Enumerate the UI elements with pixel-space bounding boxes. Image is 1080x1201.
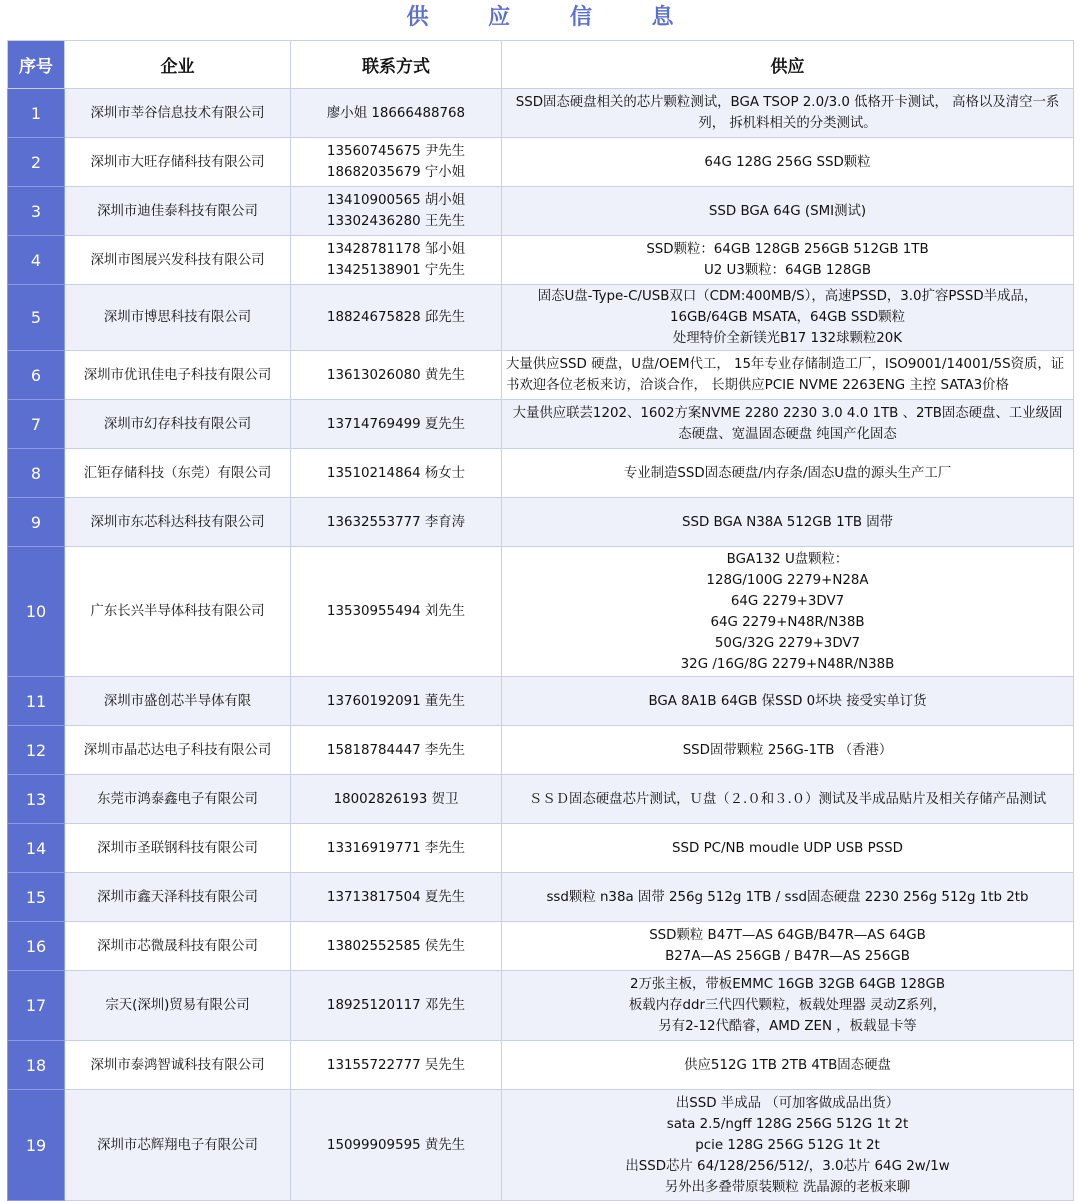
row-contact: 13713817504 夏先生 bbox=[291, 873, 502, 922]
table-row bbox=[8, 236, 1074, 285]
row-seq: 5 bbox=[8, 285, 65, 351]
row-supply: 供应512G 1TB 2TB 4TB固态硬盘 bbox=[502, 1041, 1074, 1090]
header-supply: 供应 bbox=[502, 41, 1074, 89]
row-contact: 13560745675 尹先生 18682035679 宁小姐 bbox=[291, 138, 502, 187]
row-company: 深圳市优讯佳电子科技有限公司 bbox=[65, 351, 291, 400]
row-seq: 19 bbox=[8, 1090, 65, 1201]
row-contact: 13530955494 刘先生 bbox=[291, 547, 502, 677]
header-company: 企业 bbox=[65, 41, 291, 89]
row-contact: 13760192091 董先生 bbox=[291, 677, 502, 726]
row-supply: 固态U盘-Type-C/USB双口（CDM:400MB/S），高速PSSD，3.0扩容PSSD半成品， 16GB/64GB MSATA，64GB SSD颗粒 处理特价全新镁光B17 132球颗粒20K bbox=[502, 285, 1074, 351]
row-company: 深圳市幻存科技有限公司 bbox=[65, 400, 291, 449]
table-header-row bbox=[8, 41, 1074, 89]
row-company: 深圳市芯微晟科技有限公司 bbox=[65, 922, 291, 971]
row-seq: 12 bbox=[8, 726, 65, 775]
row-company: 深圳市芯辉翔电子有限公司 bbox=[65, 1090, 291, 1201]
row-seq: 9 bbox=[8, 498, 65, 547]
row-contact: 13714769499 夏先生 bbox=[291, 400, 502, 449]
row-seq: 4 bbox=[8, 236, 65, 285]
page-title: 供 应 信 息 bbox=[406, 5, 700, 30]
row-company: 深圳市鑫天泽科技有限公司 bbox=[65, 873, 291, 922]
row-supply: SSD固带颗粒 256G-1TB （香港） bbox=[502, 726, 1074, 775]
row-seq: 2 bbox=[8, 138, 65, 187]
row-seq: 1 bbox=[8, 89, 65, 138]
row-contact: 15099909595 黄先生 bbox=[291, 1090, 502, 1201]
row-company: 深圳市莘谷信息技术有限公司 bbox=[65, 89, 291, 138]
table-row bbox=[8, 677, 1074, 726]
table-row bbox=[8, 824, 1074, 873]
row-supply: 大量供应联芸1202、1602方案NVME 2280 2230 3.0 4.0 1TB 、2TB固态硬盘、工业级固态硬盘、宽温固态硬盘 纯国产化固态 bbox=[502, 400, 1074, 449]
row-supply: SSD颗粒 B47T—AS 64GB/B47R—AS 64GB B27A—AS 256GB / B47R—AS 256GB bbox=[502, 922, 1074, 971]
row-company: 深圳市圣联钢科技有限公司 bbox=[65, 824, 291, 873]
row-seq: 6 bbox=[8, 351, 65, 400]
table-row bbox=[8, 726, 1074, 775]
row-company: 深圳市迪佳泰科技有限公司 bbox=[65, 187, 291, 236]
row-supply: 出SSD 半成品 （可加客做成品出货） sata 2.5/ngff 128G 256G 512G 1t 2t pcie 128G 256G 512G 1t 2t 出SSD芯片 64/128/256/512/，3.0芯片 64G 2w/1w 另外出多叠带原装颗粒 洗晶源的老板来聊 bbox=[502, 1090, 1074, 1201]
row-company: 东莞市鸿泰鑫电子有限公司 bbox=[65, 775, 291, 824]
header-seq: 序号 bbox=[8, 41, 65, 89]
table-row bbox=[8, 351, 1074, 400]
row-company: 深圳市盛创芯半导体有限 bbox=[65, 677, 291, 726]
row-contact: 18925120117 邓先生 bbox=[291, 971, 502, 1041]
row-seq: 3 bbox=[8, 187, 65, 236]
row-contact: 18824675828 邱先生 bbox=[291, 285, 502, 351]
row-company: 广东长兴半导体科技有限公司 bbox=[65, 547, 291, 677]
row-seq: 17 bbox=[8, 971, 65, 1041]
table-row bbox=[8, 187, 1074, 236]
row-supply: SSD固态硬盘相关的芯片颗粒测试，BGA TSOP 2.0/3.0 低格开卡测试， 高格以及清空一系列， 拆机料相关的分类测试。 bbox=[502, 89, 1074, 138]
row-supply: BGA 8A1B 64GB 保SSD 0坏块 接受实单订货 bbox=[502, 677, 1074, 726]
row-supply: ＳＳＤ固态硬盘芯片测试，Ｕ盘（２.０和３.０）测试及半成品贴片及相关存储产品测试 bbox=[502, 775, 1074, 824]
row-supply: 64G 128G 256G SSD颗粒 bbox=[502, 138, 1074, 187]
row-seq: 14 bbox=[8, 824, 65, 873]
table-row bbox=[8, 873, 1074, 922]
row-seq: 18 bbox=[8, 1041, 65, 1090]
row-contact: 13802552585 侯先生 bbox=[291, 922, 502, 971]
row-company: 深圳市晶芯达电子科技有限公司 bbox=[65, 726, 291, 775]
row-company: 深圳市东芯科达科技有限公司 bbox=[65, 498, 291, 547]
row-contact: 15818784447 李先生 bbox=[291, 726, 502, 775]
row-contact: 13410900565 胡小姐 13302436280 王先生 bbox=[291, 187, 502, 236]
row-seq: 15 bbox=[8, 873, 65, 922]
row-seq: 8 bbox=[8, 449, 65, 498]
row-seq: 10 bbox=[8, 547, 65, 677]
row-contact: 13632553777 李育涛 bbox=[291, 498, 502, 547]
row-supply: SSD PC/NB moudle UDP USB PSSD bbox=[502, 824, 1074, 873]
header-contact: 联系方式 bbox=[291, 41, 502, 89]
row-supply: ssd颗粒 n38a 固带 256g 512g 1TB / ssd固态硬盘 2230 256g 512g 1tb 2tb bbox=[502, 873, 1074, 922]
table-row bbox=[8, 1041, 1074, 1090]
row-contact: 廖小姐 18666488768 bbox=[291, 89, 502, 138]
row-company: 汇钜存储科技（东莞）有限公司 bbox=[65, 449, 291, 498]
row-company: 深圳市图展兴发科技有限公司 bbox=[65, 236, 291, 285]
table-row bbox=[8, 89, 1074, 138]
row-contact: 13510214864 杨女士 bbox=[291, 449, 502, 498]
table-row bbox=[8, 138, 1074, 187]
row-supply: SSD BGA 64G (SMI测试) bbox=[502, 187, 1074, 236]
table-row bbox=[8, 1090, 1074, 1201]
table-row bbox=[8, 449, 1074, 498]
row-supply: 2万张主板，带板EMMC 16GB 32GB 64GB 128GB 板载内存ddr三代四代颗粒，板载处理器 灵动Z系列， 另有2-12代酷睿，AMD ZEN ，板载显卡等 bbox=[502, 971, 1074, 1041]
row-contact: 13155722777 吴先生 bbox=[291, 1041, 502, 1090]
table-row bbox=[8, 971, 1074, 1041]
table-row bbox=[8, 775, 1074, 824]
row-contact: 18002826193 贺卫 bbox=[291, 775, 502, 824]
row-supply: BGA132 U盘颗粒： 128G/100G 2279+N28A 64G 2279+3DV7 64G 2279+N48R/N38B 50G/32G 2279+3DV7 32G /16G/8G 2279+N48R/N38B bbox=[502, 547, 1074, 677]
table-row bbox=[8, 400, 1074, 449]
row-supply: 大量供应SSD 硬盘，U盘/OEM代工， 15年专业存储制造工厂，ISO9001/14001/5S资质，证书欢迎各位老板来访，洽谈合作， 长期供应PCIE NVME 2263ENG 主控 SATA3价格 bbox=[502, 351, 1074, 400]
row-seq: 11 bbox=[8, 677, 65, 726]
row-company: 深圳市大旺存储科技有限公司 bbox=[65, 138, 291, 187]
table-row bbox=[8, 285, 1074, 351]
table-row bbox=[8, 922, 1074, 971]
table-row bbox=[8, 498, 1074, 547]
row-company: 深圳市博思科技有限公司 bbox=[65, 285, 291, 351]
row-seq: 16 bbox=[8, 922, 65, 971]
row-contact: 13613026080 黄先生 bbox=[291, 351, 502, 400]
row-supply: SSD BGA N38A 512GB 1TB 固带 bbox=[502, 498, 1074, 547]
row-supply: 专业制造SSD固态硬盘/内存条/固态U盘的源头生产工厂 bbox=[502, 449, 1074, 498]
row-seq: 13 bbox=[8, 775, 65, 824]
row-seq: 7 bbox=[8, 400, 65, 449]
supply-table bbox=[7, 40, 1074, 1201]
row-contact: 13428781178 邹小姐 13425138901 宁先生 bbox=[291, 236, 502, 285]
row-company: 深圳市泰鸿智诚科技有限公司 bbox=[65, 1041, 291, 1090]
table-row bbox=[8, 547, 1074, 677]
row-contact: 13316919771 李先生 bbox=[291, 824, 502, 873]
row-supply: SSD颗粒：64GB 128GB 256GB 512GB 1TB U2 U3颗粒：64GB 128GB bbox=[502, 236, 1074, 285]
row-company: 宗天(深圳)贸易有限公司 bbox=[65, 971, 291, 1041]
